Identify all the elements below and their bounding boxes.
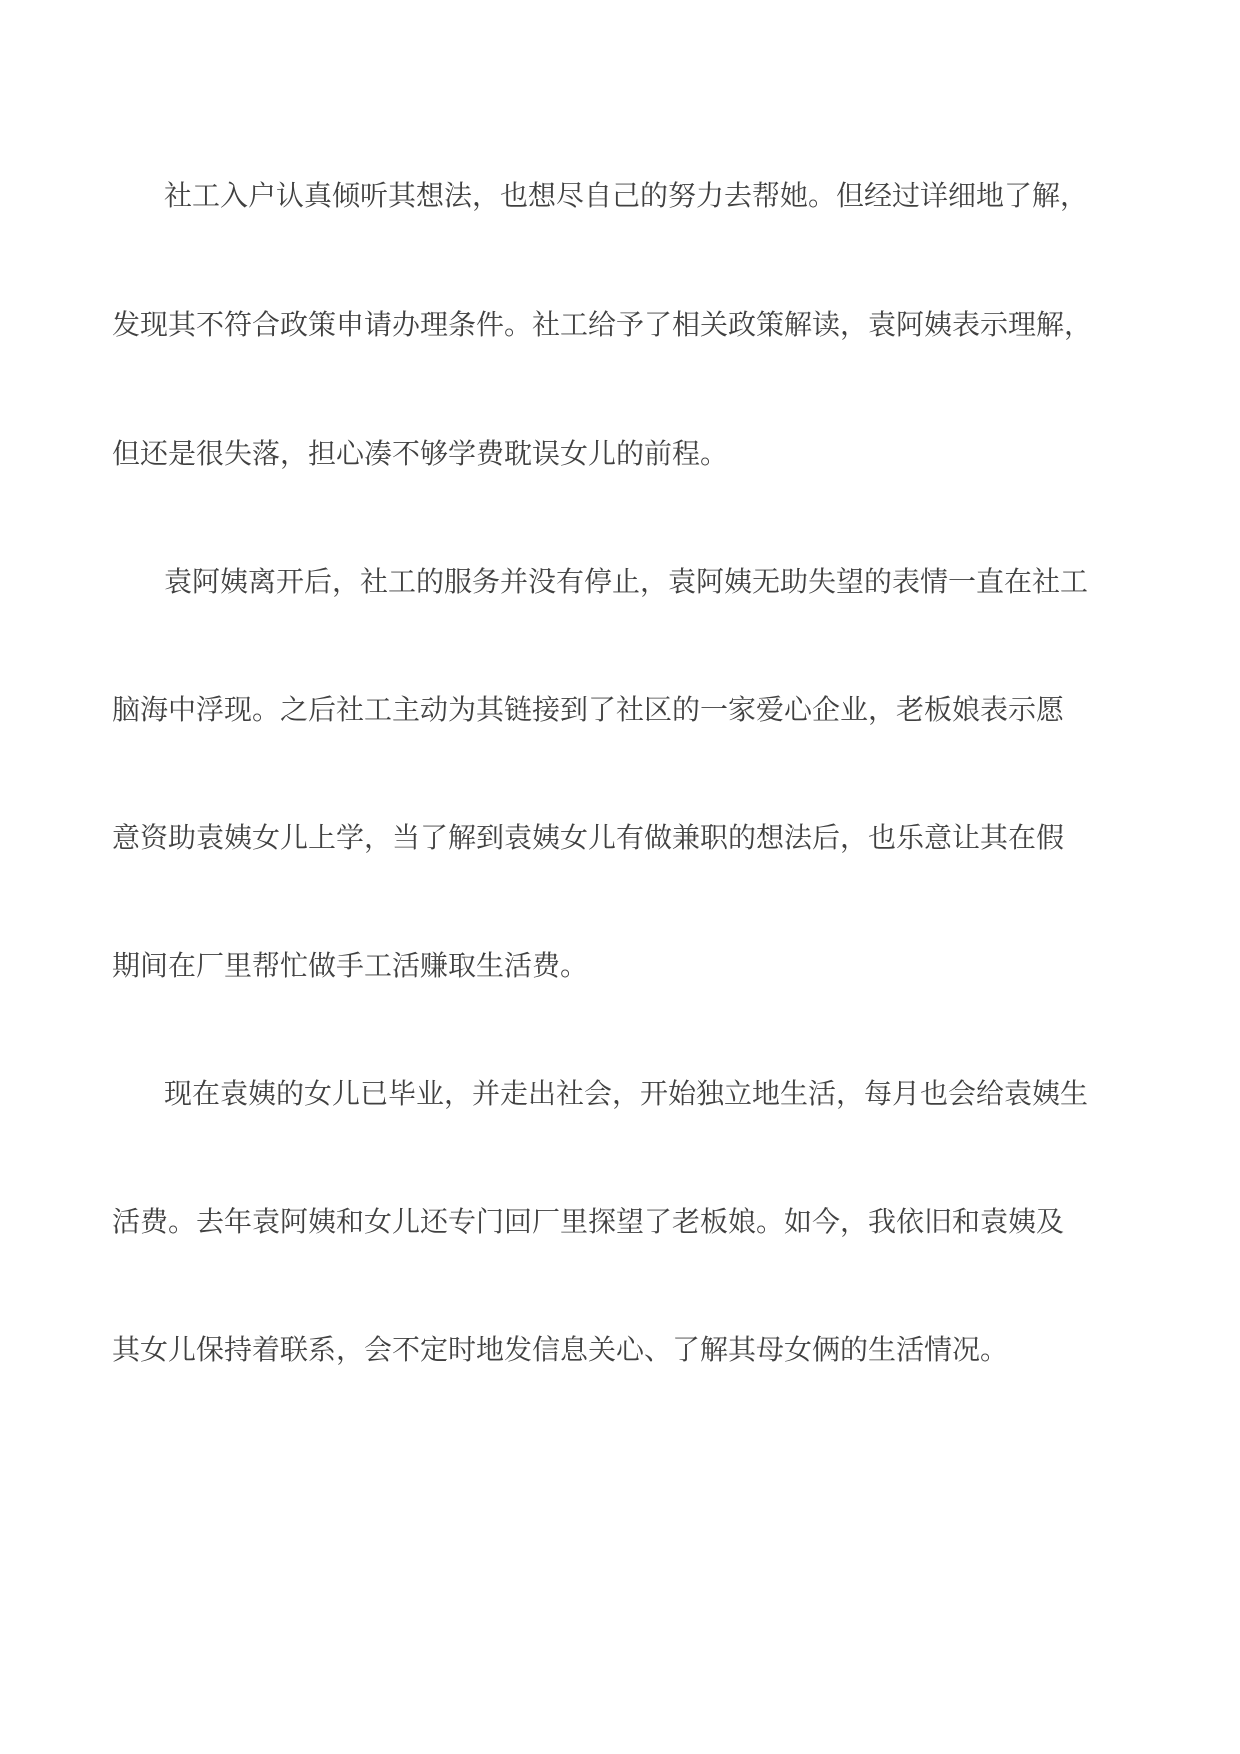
paragraph-1-line-1: 社工入户认真倾听其想法，也想尽自己的努力去帮她。但经过详细地了解， <box>164 179 1089 212</box>
paragraph-1-line-3: 但还是很失落，担心凑不够学费耽误女儿的前程。 <box>112 437 729 470</box>
paragraph-2-line-4: 期间在厂里帮忙做手工活赚取生活费。 <box>112 949 589 982</box>
paragraph-3-line-1: 现在袁姨的女儿已毕业，并走出社会，开始独立地生活，每月也会给袁姨生 <box>164 1077 1089 1110</box>
paragraph-3-line-2: 活费。去年袁阿姨和女儿还专门回厂里探望了老板娘。如今，我依旧和袁姨及 <box>112 1205 1065 1238</box>
paragraph-2-line-2: 脑海中浮现。之后社工主动为其链接到了社区的一家爱心企业，老板娘表示愿 <box>112 693 1065 726</box>
paragraph-3-line-3: 其女儿保持着联系，会不定时地发信息关心、了解其母女俩的生活情况。 <box>112 1333 1009 1366</box>
paragraph-2-line-1: 袁阿姨离开后，社工的服务并没有停止，袁阿姨无助失望的表情一直在社工 <box>164 565 1089 598</box>
paragraph-2-line-3: 意资助袁姨女儿上学，当了解到袁姨女儿有做兼职的想法后，也乐意让其在假 <box>112 821 1065 854</box>
paragraph-1-line-2: 发现其不符合政策申请办理条件。社工给予了相关政策解读，袁阿姨表示理解， <box>112 308 1093 341</box>
